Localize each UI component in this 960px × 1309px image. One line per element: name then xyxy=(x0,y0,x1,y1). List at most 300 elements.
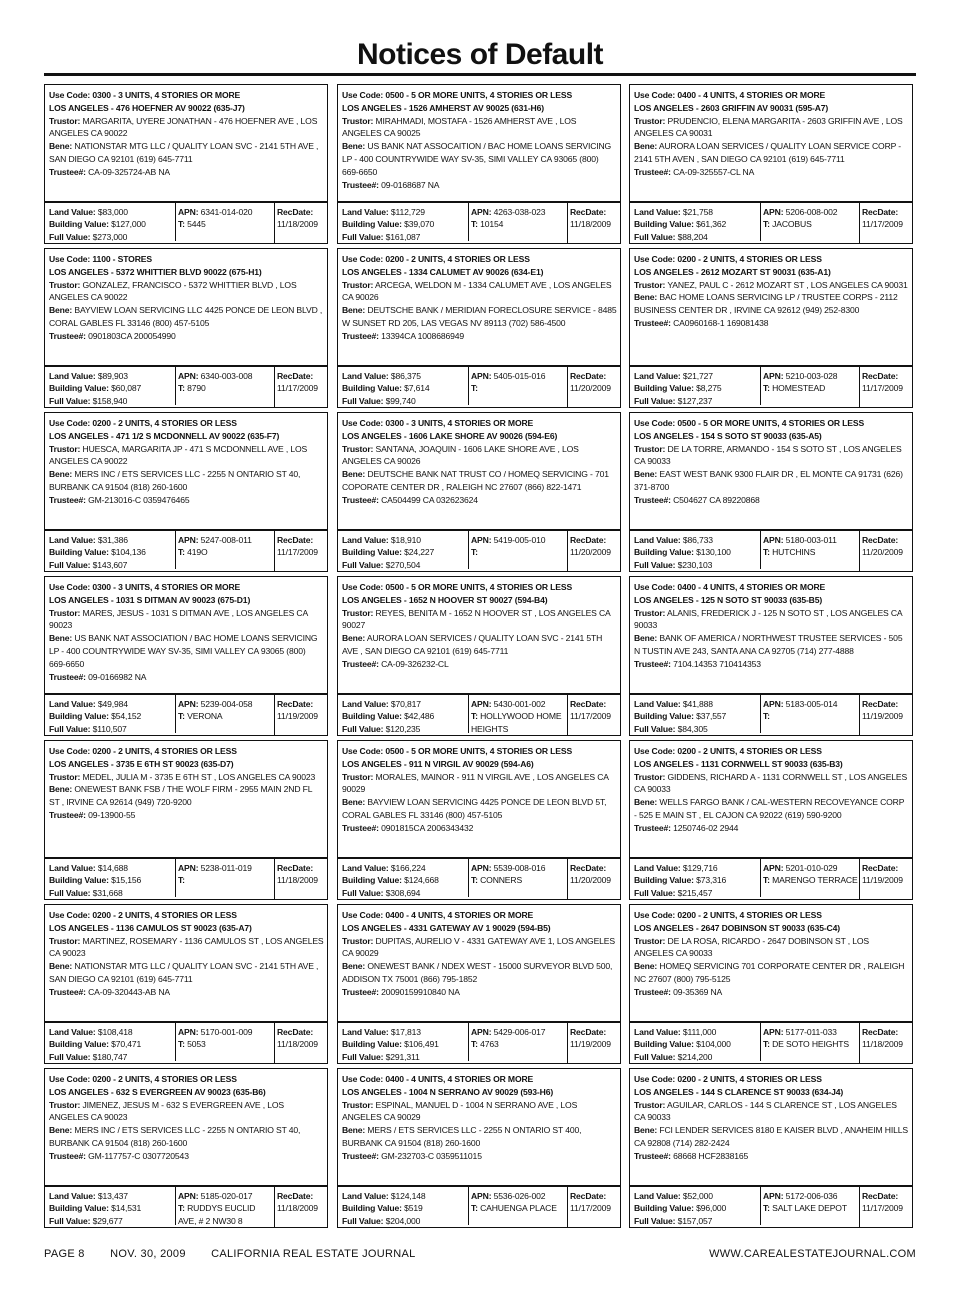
notice-values xyxy=(629,693,913,736)
notice-details xyxy=(629,412,913,529)
apn-column xyxy=(760,1023,858,1061)
land-value: $86,733 xyxy=(682,535,713,545)
trustor-line xyxy=(634,279,909,292)
land-value: $83,000 xyxy=(97,207,128,217)
values-column xyxy=(634,698,758,735)
full-value-label: Full Value: xyxy=(49,559,91,570)
full-value-label: Full Value: xyxy=(49,395,91,406)
tract-label: T: xyxy=(763,383,770,394)
building-value: $104,136 xyxy=(111,547,146,558)
building-value-label: Building Value: xyxy=(49,1203,109,1214)
trustor-line xyxy=(342,771,617,797)
trustor: ESPINAL, MANUEL D - 1004 N SERRANO AVE , LOS ANGELES CA 90029 xyxy=(342,1099,578,1123)
apn-column xyxy=(760,203,858,241)
apn-column xyxy=(760,367,858,405)
recdate-column xyxy=(274,531,328,572)
notice-details xyxy=(629,1068,913,1185)
values-column xyxy=(342,862,466,899)
property-address: LOS ANGELES - 144 S CLARENCE ST 90033 (634-J4) xyxy=(634,1086,844,1097)
tract-label: T: xyxy=(763,219,770,230)
trustor-line xyxy=(342,935,617,961)
building-value: $96,000 xyxy=(696,1203,727,1214)
building-value-label: Building Value: xyxy=(634,1203,694,1214)
trustor-line xyxy=(342,1099,617,1125)
use-code-line xyxy=(634,745,909,758)
recdate: 11/17/2009 xyxy=(862,1203,903,1214)
land-value-label: Land Value: xyxy=(634,1191,681,1201)
apn-column xyxy=(468,367,566,405)
recdate-column xyxy=(274,1187,328,1228)
use-code-label: Use Code: xyxy=(342,746,384,756)
full-value: $230,103 xyxy=(677,559,713,570)
notice-details xyxy=(44,84,328,201)
use-code-line xyxy=(342,417,617,430)
property-address: LOS ANGELES - 4331 GATEWAY AV 1 90029 (594-B5) xyxy=(342,922,551,933)
full-value-label: Full Value: xyxy=(342,559,384,570)
tract: SALT LAKE DEPOT xyxy=(772,1203,847,1214)
use-code-line xyxy=(634,909,909,922)
property-address: LOS ANGELES - 2612 MOZART ST 90031 (635-A1) xyxy=(634,266,831,277)
trustee-number-line xyxy=(342,1150,617,1163)
beneficiary: US BANK NAT ASSOCAITION / BAC HOME LOANS SERVICING LP - 400 COUNTRYWIDE WAY SV-35, SIMI VALLEY CA 93065 (800) 669-6650 xyxy=(342,141,612,177)
use-code-line xyxy=(49,89,324,102)
recdate-label: RecDate: xyxy=(570,863,607,873)
use-code-line xyxy=(634,253,909,266)
recdate-label: RecDate: xyxy=(570,371,607,381)
use-code-label: Use Code: xyxy=(634,1074,676,1084)
trustee-number-line xyxy=(634,1150,909,1163)
apn-label: APN: xyxy=(763,699,784,709)
beneficiary-line xyxy=(49,468,324,494)
beneficiary: MERS INC / ETS SERVICES LLC - 2255 N ONTARIO ST 40, BURBANK CA 91504 (818) 260-1600 xyxy=(49,469,301,492)
recdate-label: RecDate: xyxy=(277,535,314,545)
land-value-line xyxy=(49,698,173,710)
trustee-number-line xyxy=(49,1150,324,1163)
tract-line xyxy=(763,382,858,394)
building-value-line xyxy=(634,1038,758,1050)
use-code-label: Use Code: xyxy=(634,418,676,428)
beneficiary-label: Bene: xyxy=(49,469,73,480)
trustee-number-line xyxy=(49,330,324,343)
use-code: 0500 - 5 OR MORE UNITS, 4 STORIES OR LESS xyxy=(385,746,573,756)
full-value-label: Full Value: xyxy=(634,231,676,242)
trustor: MIRAHMADI, MOSTAFA - 1526 AMHERST AVE , LOS ANGELES CA 90025 xyxy=(342,115,577,139)
land-value-line xyxy=(49,1190,173,1202)
full-value: $180,747 xyxy=(92,1051,128,1062)
beneficiary-line xyxy=(634,796,909,822)
property-address: LOS ANGELES - 154 S SOTO ST 90033 (635-A5) xyxy=(634,430,822,441)
full-value: $270,504 xyxy=(385,559,421,570)
apn-label: APN: xyxy=(178,1191,199,1201)
notice-details xyxy=(337,740,621,857)
building-value: $15,156 xyxy=(111,875,142,886)
tract-label: T: xyxy=(471,711,478,722)
beneficiary: BAYVIEW LOAN SERVICING LLC 4425 PONCE DE LEON BLVD , CORAL GABLES FL 33146 (800) 457-5105 xyxy=(49,305,323,328)
apn-label: APN: xyxy=(178,535,199,545)
trustee-number-line xyxy=(49,986,324,999)
trustor-label: Trustor: xyxy=(634,607,666,618)
apn-line xyxy=(763,862,858,874)
notice-values xyxy=(337,857,621,900)
trustee-number-label: Trustee#: xyxy=(49,1150,86,1161)
full-value: $158,940 xyxy=(92,395,128,406)
tract-label: T: xyxy=(763,711,770,722)
recdate-label: RecDate: xyxy=(862,371,899,381)
tract-label: T: xyxy=(178,711,185,722)
land-value-label: Land Value: xyxy=(49,699,96,709)
building-value: $37,557 xyxy=(696,711,727,722)
recdate-column xyxy=(859,695,913,736)
trustor: GONZALEZ, FRANCISCO - 5372 WHITTIER BLVD , LOS ANGELES CA 90022 xyxy=(49,279,297,303)
full-value-label: Full Value: xyxy=(342,1215,384,1226)
land-value-line xyxy=(342,1190,466,1202)
building-value: $70,471 xyxy=(111,1039,142,1050)
use-code-line xyxy=(342,909,617,922)
apn-label: APN: xyxy=(471,699,492,709)
footer-publication: CALIFORNIA REAL ESTATE JOURNAL xyxy=(211,1248,416,1260)
building-value: $54,152 xyxy=(111,711,142,722)
use-code-label: Use Code: xyxy=(634,90,676,100)
land-value-label: Land Value: xyxy=(342,207,389,217)
notice-details xyxy=(44,904,328,1021)
tract-label: T: xyxy=(178,875,185,886)
use-code-label: Use Code: xyxy=(49,418,91,428)
beneficiary: BAC HOME LOANS SERVICING LP / TRUSTEE CORPS - 2112 BUSINESS CENTER DR , IRVINE CA 92612 (949) 252-8300 xyxy=(634,292,898,316)
building-value-label: Building Value: xyxy=(342,219,402,230)
tract-line xyxy=(471,382,566,394)
recdate: 11/19/2009 xyxy=(277,711,318,722)
notice-details xyxy=(629,576,913,693)
tract-line xyxy=(763,874,858,886)
tract-line xyxy=(178,546,273,558)
notice-details xyxy=(44,740,328,857)
trustee-number-line xyxy=(634,494,909,507)
trustee-number-label: Trustee#: xyxy=(49,809,86,820)
trustee-number-line xyxy=(342,658,617,671)
trustee-number-label: Trustee#: xyxy=(342,822,379,833)
land-value-line xyxy=(49,370,173,382)
land-value: $70,817 xyxy=(390,699,421,709)
use-code-label: Use Code: xyxy=(342,418,384,428)
land-value-line xyxy=(342,862,466,874)
tract-line xyxy=(471,874,566,886)
trustor-line xyxy=(49,935,324,961)
trustor: SANTANA, JOAQUIN - 1606 LAKE SHORE AVE , LOS ANGELES CA 90026 xyxy=(342,443,579,467)
apn: 5405-015-016 xyxy=(493,371,546,381)
trustee-number: 7104.14353 710414353 xyxy=(673,658,761,669)
building-value-label: Building Value: xyxy=(49,383,109,394)
apn-label: APN: xyxy=(763,371,784,381)
trustor: ARCEGA, WELDON M - 1334 CALUMET AVE , LOS ANGELES CA 90026 xyxy=(342,279,612,303)
full-value: $157,057 xyxy=(677,1215,713,1226)
notice-details xyxy=(337,904,621,1021)
values-column xyxy=(634,370,758,407)
trustor-line xyxy=(49,607,324,633)
apn: 5180-003-011 xyxy=(785,535,837,545)
apn-label: APN: xyxy=(763,207,784,217)
building-value-label: Building Value: xyxy=(49,547,109,558)
tract-label: T: xyxy=(471,383,478,394)
building-value-label: Building Value: xyxy=(634,383,694,394)
land-value: $108,418 xyxy=(97,1027,133,1037)
full-value: $88,204 xyxy=(677,231,708,242)
apn-line xyxy=(763,370,858,382)
tract-label: T: xyxy=(471,219,478,230)
tract-line xyxy=(178,382,273,394)
apn: 5201-010-029 xyxy=(785,863,838,873)
values-column xyxy=(342,534,466,571)
apn-line xyxy=(471,1190,566,1202)
building-value-label: Building Value: xyxy=(342,1039,402,1050)
trustee-number: 09-35369 NA xyxy=(673,986,723,997)
use-code-label: Use Code: xyxy=(49,254,91,264)
apn-line xyxy=(178,1026,273,1038)
beneficiary-label: Bene: xyxy=(342,797,366,808)
recdate-label: RecDate: xyxy=(862,1191,899,1201)
land-value: $86,375 xyxy=(390,371,421,381)
use-code-label: Use Code: xyxy=(342,582,384,592)
apn: 5536-026-002 xyxy=(493,1191,546,1201)
beneficiary: AURORA LOAN SERVICES / QUALITY LOAN SVC - 2141 5TH AVE , SAN DIEGO CA 92101 (619) 645-7711 xyxy=(342,633,603,656)
full-value: $161,087 xyxy=(385,231,421,242)
trustor: DUPITAS, AURELIO V - 4331 GATEWAY AVE 1, LOS ANGELES CA 90029 xyxy=(342,935,615,959)
trustee-number-label: Trustee#: xyxy=(49,166,86,177)
apn: 5172-006-036 xyxy=(785,1191,838,1201)
notice-values xyxy=(337,365,621,408)
tract-label: T: xyxy=(471,547,478,558)
use-code-line xyxy=(49,909,324,922)
tract: CAHUENGA PLACE xyxy=(480,1203,557,1214)
trustor-label: Trustor: xyxy=(49,443,81,454)
tract-line xyxy=(763,218,858,230)
building-value-line xyxy=(634,382,758,394)
building-value-label: Building Value: xyxy=(634,1039,694,1050)
building-value-line xyxy=(634,710,758,722)
building-value-label: Building Value: xyxy=(342,383,402,394)
apn-column xyxy=(760,859,858,897)
recdate: 11/17/2009 xyxy=(862,219,903,230)
values-column xyxy=(49,698,173,735)
land-value: $21,727 xyxy=(682,371,713,381)
use-code: 0200 - 2 UNITS, 4 STORIES OR LESS xyxy=(92,910,237,920)
use-code-line xyxy=(634,417,909,430)
apn-label: APN: xyxy=(471,1191,492,1201)
use-code: 0300 - 3 UNITS, 4 STORIES OR MORE xyxy=(92,90,241,100)
apn-label: APN: xyxy=(471,863,492,873)
recdate-label: RecDate: xyxy=(570,1191,607,1201)
land-value-line xyxy=(342,370,466,382)
recdate-column xyxy=(859,531,913,572)
full-value-line xyxy=(342,887,466,899)
notice-details xyxy=(44,1068,328,1185)
tract: MARENGO TERRACE xyxy=(772,875,858,886)
beneficiary-label: Bene: xyxy=(49,784,73,795)
values-column xyxy=(634,1190,758,1227)
trustor: ALANIS, FREDERICK J - 125 N SOTO ST , LOS ANGELES CA 90033 xyxy=(634,607,903,631)
recdate-column xyxy=(567,531,621,572)
recdate: 11/18/2009 xyxy=(277,1203,318,1214)
notice-values xyxy=(337,1021,621,1064)
full-value: $204,000 xyxy=(385,1215,421,1226)
beneficiary: DEUTSCHE BANK NAT TRUST CO / HOMEQ SERVICING - 701 COPORATE CENTER DR , RALEIGH NC 27607 (866) 822-1471 xyxy=(342,469,609,492)
trustor-label: Trustor: xyxy=(49,115,81,126)
building-value-line xyxy=(342,710,466,722)
notice-values xyxy=(629,857,913,900)
apn-line xyxy=(471,1026,566,1038)
trustee-number: GM-117757-C 0307720543 xyxy=(88,1150,189,1161)
recdate-label: RecDate: xyxy=(570,1027,607,1037)
beneficiary-line xyxy=(634,291,909,317)
tract-line xyxy=(471,1038,566,1050)
full-value-label: Full Value: xyxy=(49,1215,91,1226)
full-value-line xyxy=(49,395,173,407)
recdate-column xyxy=(859,859,913,900)
trustor: MARGARITA, UYERE JONATHAN - 476 HOEFNER AVE , LOS ANGELES CA 90022 xyxy=(49,115,318,139)
building-value: $14,531 xyxy=(111,1203,142,1214)
property-address: LOS ANGELES - 5372 WHITTIER BLVD 90022 (675-H1) xyxy=(49,266,262,277)
apn-label: APN: xyxy=(471,1027,492,1037)
trustee-number: CA-09-325724-AB NA xyxy=(88,166,170,177)
tract-line xyxy=(178,218,273,230)
building-value: $519 xyxy=(404,1203,423,1214)
recdate-column xyxy=(859,367,913,408)
title-rule xyxy=(44,73,916,76)
apn-line xyxy=(763,698,858,710)
trustor-line xyxy=(49,443,324,469)
beneficiary-label: Bene: xyxy=(342,1125,366,1136)
recdate-column xyxy=(274,367,328,408)
trustee-number-label: Trustee#: xyxy=(342,1150,379,1161)
apn-label: APN: xyxy=(178,371,199,381)
values-column xyxy=(634,862,758,899)
tract: 5053 xyxy=(187,1039,206,1050)
apn: 5206-008-002 xyxy=(785,207,838,217)
trustor-label: Trustor: xyxy=(342,1099,374,1110)
apn-label: APN: xyxy=(178,1027,199,1037)
apn-line xyxy=(471,698,566,710)
apn-column xyxy=(760,531,858,569)
tract-label: T: xyxy=(763,547,770,558)
beneficiary-label: Bene: xyxy=(342,961,366,972)
notice-values xyxy=(337,1185,621,1228)
recdate-label: RecDate: xyxy=(862,863,899,873)
apn: 5238-011-019 xyxy=(200,863,252,873)
trustee-number: 1250746-02 2944 xyxy=(673,822,739,833)
recdate-column xyxy=(274,1023,328,1064)
full-value: $127,237 xyxy=(677,395,713,406)
trustor-label: Trustor: xyxy=(634,935,666,946)
trustor-line xyxy=(634,1099,909,1125)
trustee-number-label: Trustee#: xyxy=(49,494,86,505)
full-value-label: Full Value: xyxy=(634,1051,676,1062)
footer-date: NOV. 30, 2009 xyxy=(110,1248,186,1260)
land-value: $18,910 xyxy=(390,535,421,545)
apn: 5183-005-014 xyxy=(785,699,838,709)
recdate-column xyxy=(567,1187,621,1228)
use-code: 0200 - 2 UNITS, 4 STORIES OR LESS xyxy=(385,254,530,264)
trustee-number-label: Trustee#: xyxy=(49,330,86,341)
notice-values xyxy=(337,693,621,736)
use-code-label: Use Code: xyxy=(49,90,91,100)
footer-website: WWW.CAREALESTATEJOURNAL.COM xyxy=(709,1248,916,1260)
full-value-line xyxy=(634,723,758,735)
apn: 5429-006-017 xyxy=(493,1027,546,1037)
land-value-label: Land Value: xyxy=(634,371,681,381)
full-value-line xyxy=(49,723,173,735)
trustee-number-line xyxy=(49,809,324,822)
notice-values xyxy=(337,529,621,572)
land-value-label: Land Value: xyxy=(49,207,96,217)
notice-values xyxy=(44,201,328,244)
apn-line xyxy=(178,1190,273,1202)
tract: RUDDYS EUCLID AVE, # 2 NW30 8 xyxy=(178,1203,256,1226)
use-code-label: Use Code: xyxy=(634,910,676,920)
full-value-label: Full Value: xyxy=(342,887,384,898)
full-value-label: Full Value: xyxy=(342,395,384,406)
use-code-line xyxy=(49,1073,324,1086)
trustee-number: CA0960168-1 169081438 xyxy=(673,317,769,328)
beneficiary-line xyxy=(49,304,324,330)
page-title: Notices of Default xyxy=(356,38,604,71)
trustor-line xyxy=(342,443,617,469)
apn: 5210-003-028 xyxy=(785,371,838,381)
notice-values xyxy=(629,1021,913,1064)
trustee-number-label: Trustee#: xyxy=(634,1150,671,1161)
notice-values xyxy=(629,1185,913,1228)
beneficiary: ONEWEST BANK / NDEX WEST - 15000 SURVEYOR BLVD 500, ADDISON TX 75001 (866) 795-1852 xyxy=(342,961,613,984)
recdate-label: RecDate: xyxy=(862,1027,899,1037)
full-value-line xyxy=(49,1215,173,1227)
trustor: PRUDENCIO, ELENA MARGARITA - 2603 GRIFFIN AVE , LOS ANGELES CA 90031 xyxy=(634,115,903,139)
building-value-label: Building Value: xyxy=(342,547,402,558)
land-value-label: Land Value: xyxy=(49,1027,96,1037)
recdate-column xyxy=(859,203,913,244)
use-code: 0200 - 2 UNITS, 4 STORIES OR LESS xyxy=(677,746,822,756)
beneficiary: ONEWEST BANK FSB / THE WOLF FIRM - 2955 MAIN 2ND FL ST , IRVINE CA 92614 (949) 720-9200 xyxy=(49,784,313,808)
beneficiary-label: Bene: xyxy=(634,469,658,480)
values-column xyxy=(342,206,466,243)
tract-line xyxy=(763,1202,858,1214)
trustor-line xyxy=(634,115,909,141)
full-value-line xyxy=(49,559,173,571)
tract-line xyxy=(471,710,566,735)
apn-column xyxy=(468,859,566,897)
recdate: 11/17/2009 xyxy=(277,383,318,394)
beneficiary: WELLS FARGO BANK / CAL-WESTERN RECOVEYANCE CORP - 525 E MAIN ST , EL CAJON CA 92022 (619) 590-9200 xyxy=(634,797,905,820)
notice-details xyxy=(629,248,913,365)
trustor-label: Trustor: xyxy=(342,771,374,782)
beneficiary-line xyxy=(342,468,617,494)
land-value-line xyxy=(634,534,758,546)
property-address: LOS ANGELES - 1031 S DITMAN AV 90023 (675-D1) xyxy=(49,594,251,605)
building-value-label: Building Value: xyxy=(342,875,402,886)
apn-label: APN: xyxy=(178,699,199,709)
apn: 5419-005-010 xyxy=(493,535,546,545)
land-value-label: Land Value: xyxy=(49,1191,96,1201)
full-value: $308,694 xyxy=(385,887,421,898)
trustor-label: Trustor: xyxy=(342,935,374,946)
land-value-label: Land Value: xyxy=(634,535,681,545)
use-code-line xyxy=(342,253,617,266)
trustee-number-label: Trustee#: xyxy=(49,671,86,682)
building-value-line xyxy=(342,1038,466,1050)
apn: 4263-038-023 xyxy=(493,207,546,217)
building-value-line xyxy=(634,1202,758,1214)
values-column xyxy=(342,370,466,407)
apn-line xyxy=(471,862,566,874)
tract-line xyxy=(178,1038,273,1050)
trustee-number-line xyxy=(49,671,324,684)
